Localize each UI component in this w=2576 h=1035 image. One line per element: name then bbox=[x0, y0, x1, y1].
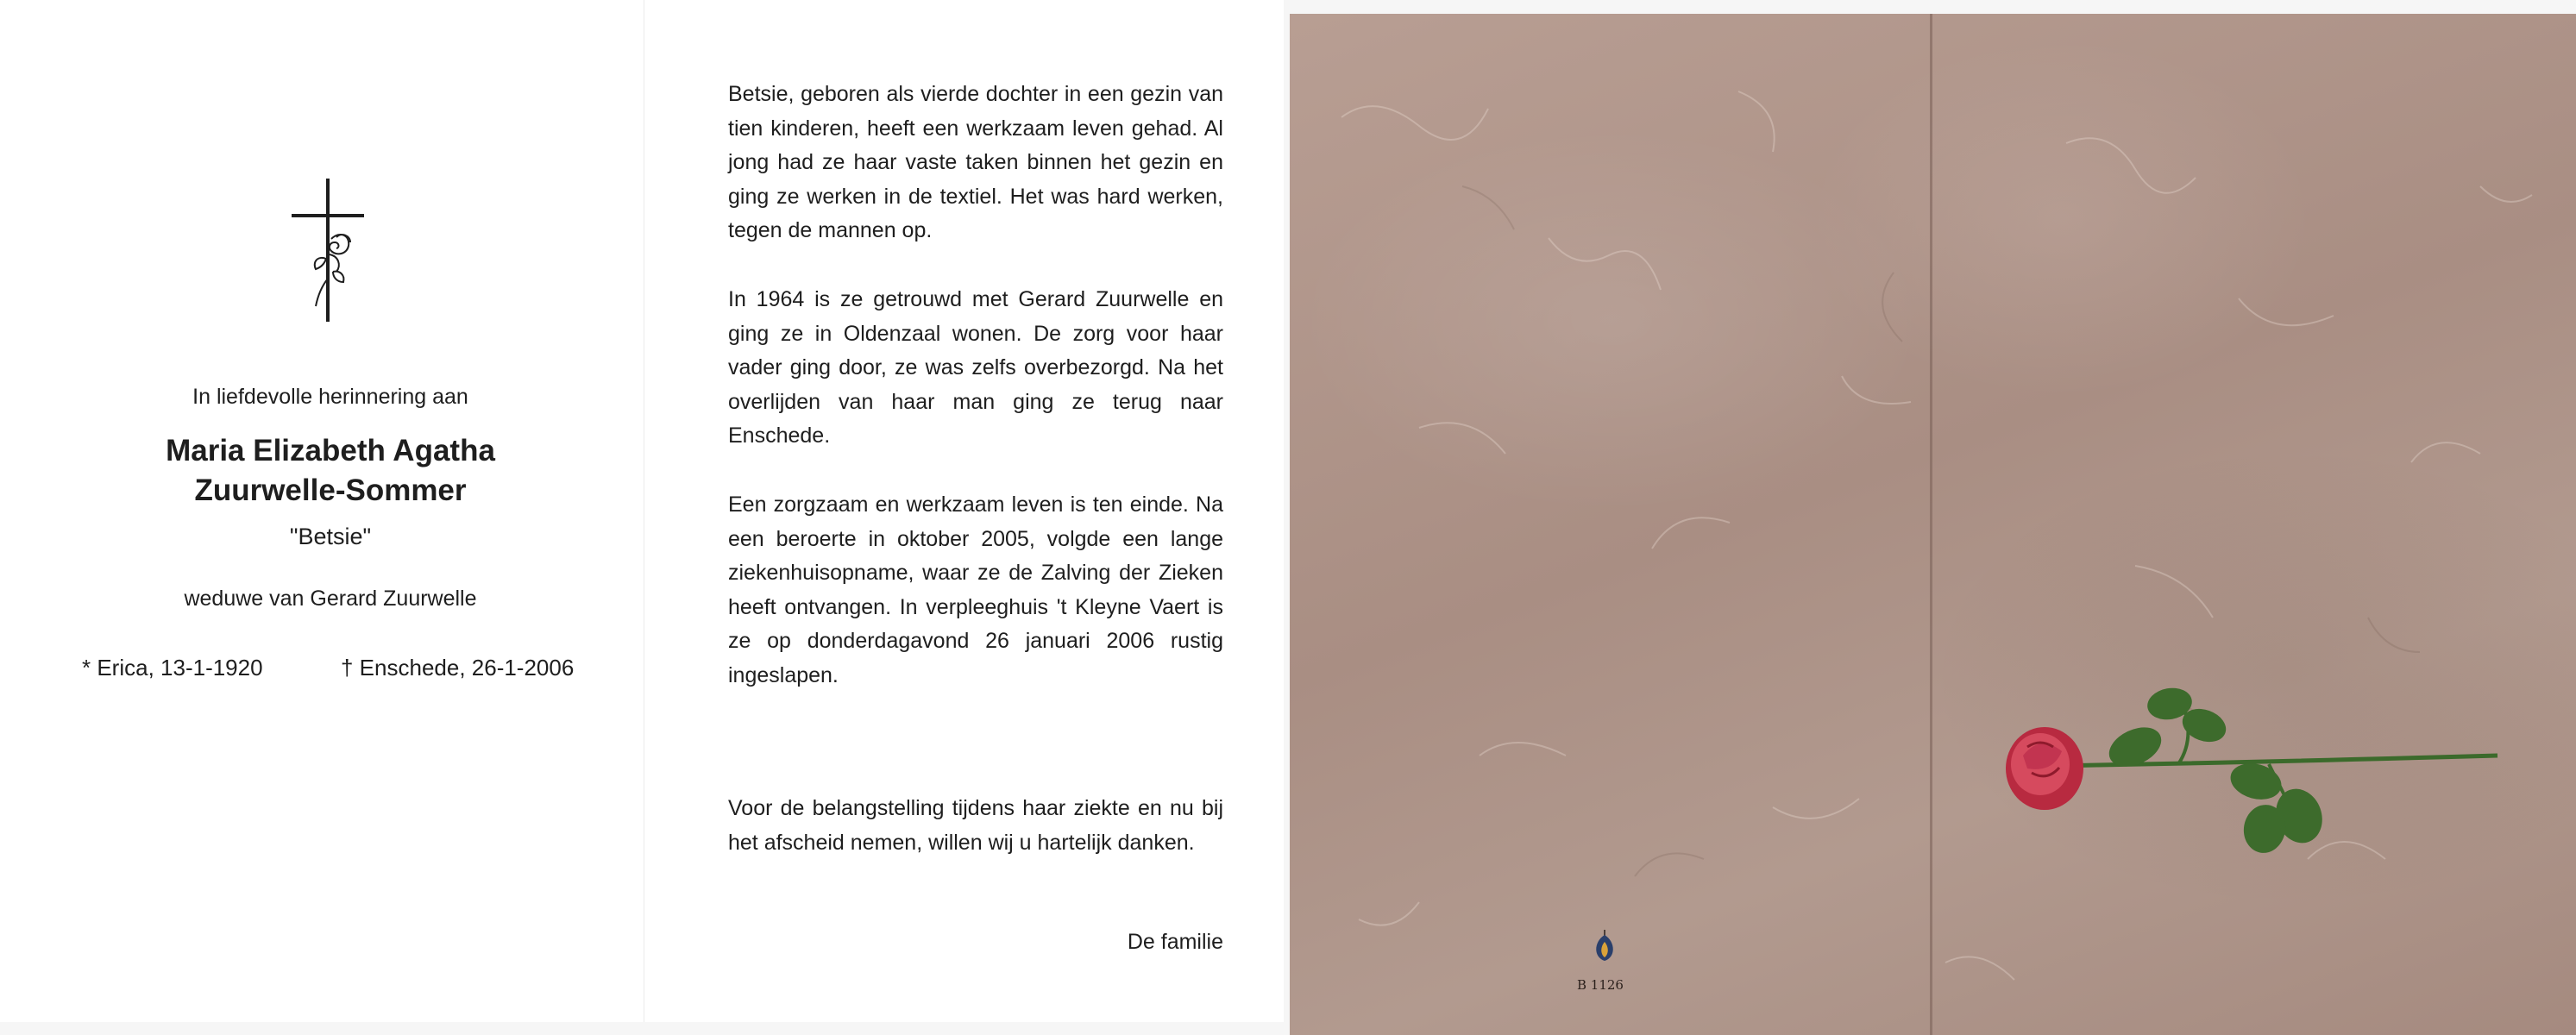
card-inside bbox=[0, 0, 1284, 1022]
paragraph-2: In 1964 is ze getrouwd met Gerard Zuurwelle en ging ze in Oldenzaal wonen. De zorg voor haar vader ging door, ze was zelfs overbezorgd. Na het overlijden van haar man ging ze terug naar Enschede. bbox=[728, 287, 1223, 448]
nickname: "Betsie" bbox=[289, 524, 372, 549]
name-line-2: Zuurwelle-Sommer bbox=[194, 474, 467, 507]
card-cover bbox=[1290, 14, 2576, 1035]
right-panel bbox=[644, 0, 1284, 1022]
death-date: † Enschede, 26-1-2006 bbox=[341, 655, 575, 681]
paragraph-1: Betsie, geboren als vierde dochter in een gezin van tien kinderen, heeft een werkzaam leven gehad. Al jong had ze haar vaste taken binnen het gezin en ging ze werken in de textiel. Het was hard werken, tegen de mannen op. bbox=[728, 82, 1223, 242]
publisher-logo-icon bbox=[1592, 928, 1618, 963]
signoff: De familie bbox=[1127, 930, 1223, 954]
left-panel bbox=[0, 0, 644, 1022]
widow-of: weduwe van Gerard Zuurwelle bbox=[184, 586, 477, 611]
rose-icon bbox=[1997, 687, 2515, 885]
cross-with-rose-icon bbox=[285, 177, 371, 323]
name-line-1: Maria Elizabeth Agatha bbox=[166, 434, 495, 467]
intro-text: In liefdevolle herinnering aan bbox=[192, 385, 468, 409]
cover-fold bbox=[1930, 14, 1932, 1035]
birth-date: * Erica, 13-1-1920 bbox=[82, 655, 263, 681]
card-code: B 1126 bbox=[1577, 977, 1624, 993]
deceased-name bbox=[0, 431, 661, 511]
paragraph-4: Voor de belangstelling tijdens haar ziekte en nu bij het afscheid nemen, willen wij u hartelijk danken. bbox=[728, 796, 1223, 855]
paragraph-3: Een zorgzaam en werkzaam leven is ten einde. Na een beroerte in oktober 2005, volgde een lange ziekenhuisopname, waar ze de Zalving der Zieken heeft ontvangen. In verpleeghuis 't Kleyne Vaert is ze op donderdagavond 26 januari 2006 rustig ingeslapen. bbox=[728, 492, 1223, 687]
